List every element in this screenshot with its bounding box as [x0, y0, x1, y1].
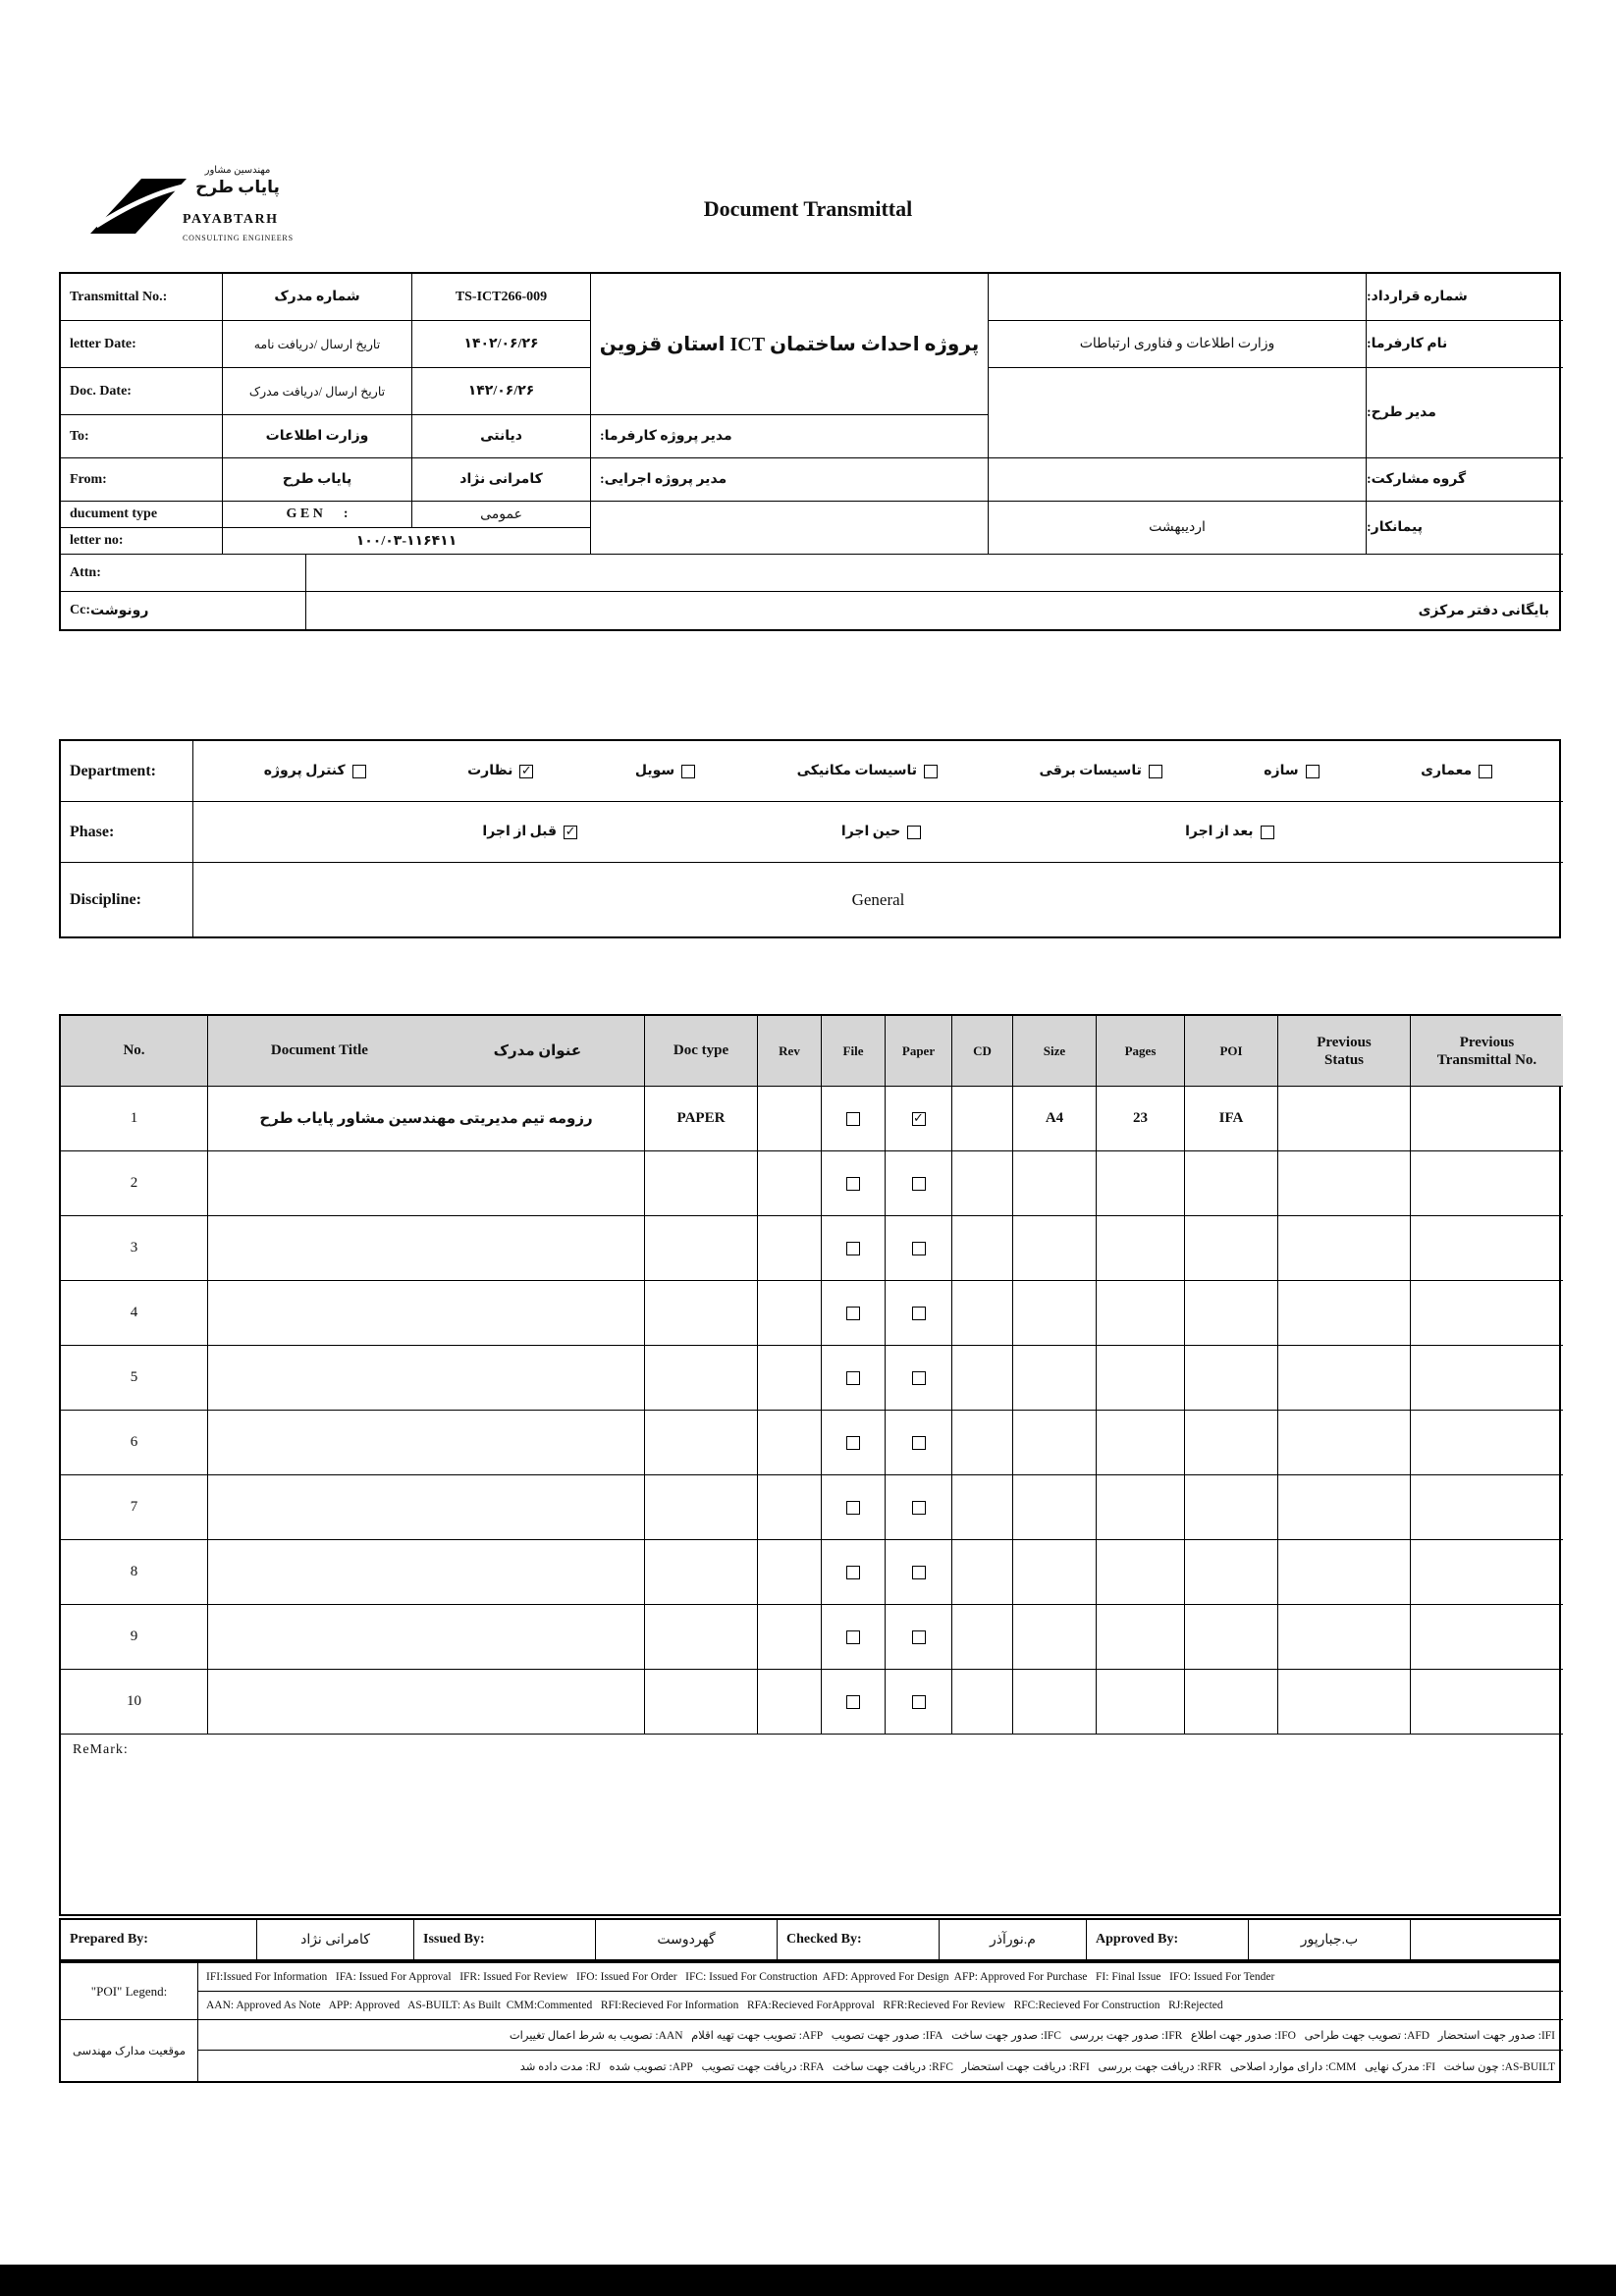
header-previous-transmittal-line1: Previous [1459, 1034, 1515, 1050]
cell-rev [758, 1411, 822, 1475]
cell-paper [886, 1216, 952, 1281]
client-pm-label: مدیر پروژه کارفرما: [591, 415, 989, 458]
classification-table [59, 739, 1561, 938]
cell-cd [952, 1281, 1013, 1346]
cell-document-title [208, 1216, 645, 1281]
table-row [61, 1281, 1559, 1346]
cc-label-en: Cc: [70, 603, 90, 617]
header-previous-status-line2: Status [1323, 1051, 1364, 1068]
cell-poi [1185, 1411, 1278, 1475]
cell-rev [758, 1151, 822, 1216]
cell-doc-type [645, 1216, 758, 1281]
attn-label: Attn: [61, 555, 306, 592]
doc-date-label-en: Doc. Date: [61, 368, 223, 415]
cell-file [822, 1411, 886, 1475]
letter-date-label-en: letter Date: [61, 321, 223, 368]
approved-by-value: ب.جبارپور [1249, 1920, 1411, 1959]
cell-doc-type [645, 1670, 758, 1735]
checkbox[interactable] [924, 765, 938, 778]
client-name-value: وزارت اطلاعات و فناوری ارتباطات [989, 321, 1367, 368]
cell-pages [1097, 1475, 1185, 1540]
prepared-by-label: Prepared By: [61, 1920, 257, 1959]
cell-document-title [208, 1605, 645, 1670]
table-row [61, 1475, 1559, 1540]
cell-poi [1185, 1346, 1278, 1411]
cell-rev [758, 1670, 822, 1735]
cell-no: 6 [61, 1411, 208, 1475]
document-type-value: G E N : [223, 502, 412, 528]
header-title [208, 1016, 645, 1087]
remark-label: ReMark: [73, 1742, 129, 1757]
partnership-label: گروه مشارکت: [1367, 458, 1563, 502]
paper-checkbox[interactable] [912, 1177, 926, 1191]
cell-size [1013, 1605, 1097, 1670]
cell-pages [1097, 1151, 1185, 1216]
cell-pages [1097, 1670, 1185, 1735]
department-items [193, 741, 1563, 802]
cell-file [822, 1281, 886, 1346]
document-type-label: ducument type [61, 502, 223, 528]
cell-file [822, 1605, 886, 1670]
documents-table-body [61, 1087, 1559, 1735]
department-option[interactable] [264, 763, 366, 779]
cell-size [1013, 1411, 1097, 1475]
phase-label: Phase: [61, 802, 193, 863]
checkbox[interactable] [1149, 765, 1162, 778]
cell-file [822, 1475, 886, 1540]
cell-previous-transmittal [1411, 1151, 1563, 1216]
header-pages: Pages [1097, 1016, 1185, 1087]
paper-checkbox[interactable] [912, 1630, 926, 1644]
cell-no: 2 [61, 1151, 208, 1216]
header-file: File [822, 1016, 886, 1087]
prepared-by-value: کامرانی نژاد [257, 1920, 414, 1959]
empty-cell [591, 502, 989, 555]
file-checkbox[interactable] [846, 1695, 860, 1709]
file-checkbox[interactable] [846, 1436, 860, 1450]
cell-previous-transmittal [1411, 1281, 1563, 1346]
department-option-label: معماری [1421, 764, 1473, 778]
cell-previous-transmittal [1411, 1670, 1563, 1735]
cell-poi [1185, 1670, 1278, 1735]
phase-items [193, 802, 1563, 863]
cell-rev [758, 1281, 822, 1346]
phase-option[interactable] [482, 824, 577, 840]
to-value: وزارت اطلاعات [223, 415, 412, 458]
cell-previous-transmittal [1411, 1475, 1563, 1540]
file-checkbox[interactable] [846, 1566, 860, 1579]
department-option[interactable] [635, 763, 695, 779]
plan-manager-label: مدیر طرح: [1367, 368, 1563, 458]
cell-doc-type [645, 1346, 758, 1411]
letter-date-value: ۱۴۰۲/۰۶/۲۶ [412, 321, 591, 368]
cell-size [1013, 1151, 1097, 1216]
logo-persian-large: پایاب طرح [195, 178, 280, 196]
cell-size [1013, 1475, 1097, 1540]
cell-poi [1185, 1281, 1278, 1346]
cell-previous-status [1278, 1087, 1411, 1151]
table-row [61, 1216, 1559, 1281]
cell-doc-type [645, 1411, 758, 1475]
header-previous-transmittal [1411, 1016, 1563, 1087]
checkbox[interactable] [564, 826, 577, 839]
checkbox[interactable] [1479, 765, 1492, 778]
checked-by-label: Checked By: [778, 1920, 940, 1959]
cell-size [1013, 1216, 1097, 1281]
poi-legend-fa-label: موقعیت مدارک مهندسی [61, 2020, 198, 2081]
paper-checkbox[interactable] [912, 1307, 926, 1320]
project-title: پروژه احداث ساختمان ICT استان قزوین [591, 274, 989, 415]
paper-checkbox[interactable] [912, 1436, 926, 1450]
signature-row [59, 1918, 1561, 1961]
cell-size [1013, 1281, 1097, 1346]
cell-size: A4 [1013, 1087, 1097, 1151]
cell-previous-transmittal [1411, 1411, 1563, 1475]
file-checkbox[interactable] [846, 1501, 860, 1515]
table-row [61, 1605, 1559, 1670]
cell-rev [758, 1087, 822, 1151]
department-option[interactable] [467, 763, 533, 779]
cell-pages [1097, 1216, 1185, 1281]
header-cd: CD [952, 1016, 1013, 1087]
paper-checkbox[interactable] [912, 1112, 926, 1126]
file-checkbox[interactable] [846, 1242, 860, 1255]
cell-poi: IFA [1185, 1087, 1278, 1151]
department-option[interactable] [1421, 763, 1492, 779]
phase-option[interactable] [1185, 824, 1274, 840]
cell-previous-transmittal [1411, 1540, 1563, 1605]
cell-file [822, 1670, 886, 1735]
cell-size [1013, 1670, 1097, 1735]
checkbox[interactable] [352, 765, 366, 778]
cell-poi [1185, 1540, 1278, 1605]
cell-document-title [208, 1151, 645, 1216]
doc-date-value: ۱۴۲/۰۶/۲۶ [412, 368, 591, 415]
cell-previous-status [1278, 1346, 1411, 1411]
checkbox[interactable] [519, 765, 533, 778]
checked-by-value: م.نورآذر [940, 1920, 1087, 1959]
cell-size [1013, 1346, 1097, 1411]
issued-by-label: Issued By: [414, 1920, 596, 1959]
cell-no: 9 [61, 1605, 208, 1670]
discipline-label: Discipline: [61, 863, 193, 936]
cell-file [822, 1087, 886, 1151]
paper-checkbox[interactable] [912, 1371, 926, 1385]
cell-poi [1185, 1151, 1278, 1216]
department-label: Department: [61, 741, 193, 802]
doc-date-label-fa: تاریخ ارسال /دریافت مدرک [223, 368, 412, 415]
cell-poi [1185, 1216, 1278, 1281]
table-row [61, 1540, 1559, 1605]
cell-paper [886, 1605, 952, 1670]
phase-option-label: قبل از اجرا [482, 825, 558, 839]
cell-paper [886, 1670, 952, 1735]
header-previous-status [1278, 1016, 1411, 1087]
contract-no-value [989, 274, 1367, 321]
checkbox[interactable] [1261, 826, 1274, 839]
letter-no-value: ۱۰۰/۰۳-۱۱۶۴۱۱ [223, 528, 591, 555]
cell-previous-status [1278, 1540, 1411, 1605]
header-size: Size [1013, 1016, 1097, 1087]
cell-no: 4 [61, 1281, 208, 1346]
cell-file [822, 1346, 886, 1411]
from-label: From: [61, 458, 223, 502]
header-table [59, 272, 1561, 631]
table-row [61, 1346, 1559, 1411]
cell-previous-transmittal [1411, 1346, 1563, 1411]
paper-checkbox[interactable] [912, 1566, 926, 1579]
paper-checkbox[interactable] [912, 1242, 926, 1255]
cell-paper [886, 1540, 952, 1605]
file-checkbox[interactable] [846, 1112, 860, 1126]
header-title-fa: عنوان مدرک [493, 1043, 582, 1059]
cell-file [822, 1540, 886, 1605]
cell-pages [1097, 1411, 1185, 1475]
client-pm-value: دیانتی [412, 415, 591, 458]
documents-table-header [61, 1016, 1559, 1087]
cell-previous-status [1278, 1605, 1411, 1670]
logo-latin-tagline: CONSULTING ENGINEERS [183, 234, 294, 242]
cell-cd [952, 1605, 1013, 1670]
cell-previous-status [1278, 1411, 1411, 1475]
cell-no: 10 [61, 1670, 208, 1735]
file-checkbox[interactable] [846, 1307, 860, 1320]
cc-label [61, 592, 306, 629]
poi-legend-fa-line2: AS-BUILT: چون ساخت FI: مدرک نهایی CMM: دارای موارد اصلاحی RFR: دریافت جهت بررسی RFI: دریافت جهت استحضار RFC: دریافت جهت ساخت RFA: دریافت جهت تصویب APP: تصویب شده RJ: مدت داده شد [519, 2060, 1555, 2073]
document-type-fa: عمومی [412, 502, 591, 528]
phase-option-label: حین اجرا [840, 825, 901, 839]
poi-legend-label: "POI" Legend: [61, 1963, 198, 2020]
cc-label-fa: رونوشت [90, 603, 149, 618]
cell-pages [1097, 1540, 1185, 1605]
logo-persian-small: مهندسین مشاور [204, 165, 271, 176]
cell-paper [886, 1087, 952, 1151]
cell-document-title [208, 1540, 645, 1605]
cell-no: 1 [61, 1087, 208, 1151]
cell-previous-status [1278, 1281, 1411, 1346]
scan-bottom-bar [0, 2265, 1616, 2296]
poi-legend-en-line1: IFI:Issued For Information IFA: Issued For Approval IFR: Issued For Review IFO: Issued For Order IFC: Issued For Construction AFD: Approved For Design AFP: Approved For Purchase FI: Final Issue IFO: Issued For Tender [198, 1963, 1563, 1992]
cell-doc-type [645, 1151, 758, 1216]
cell-rev [758, 1540, 822, 1605]
cell-previous-transmittal [1411, 1087, 1563, 1151]
cc-value: بایگانی دفتر مرکزی [1418, 603, 1549, 618]
cell-paper [886, 1346, 952, 1411]
checkbox[interactable] [681, 765, 695, 778]
table-row [61, 1411, 1559, 1475]
poi-legend-en-line2: AAN: Approved As Note APP: Approved AS-BUILT: As Built CMM:Commented RFI:Recieved For Information RFA:Recieved ForApproval RFR:Recieved For Review RFC:Recieved For Construction RJ:Rejected [198, 1992, 1563, 2020]
table-row [61, 1151, 1559, 1216]
header-rev: Rev [758, 1016, 822, 1087]
poi-legend [59, 1961, 1561, 2083]
phase-option[interactable] [841, 824, 921, 840]
cell-document-title [208, 1281, 645, 1346]
cell-no: 3 [61, 1216, 208, 1281]
exec-pm-value: کامرانی نژاد [412, 458, 591, 502]
table-row [61, 1670, 1559, 1735]
cell-cd [952, 1411, 1013, 1475]
department-option-label: سازه [1264, 764, 1299, 778]
header-paper: Paper [886, 1016, 952, 1087]
department-option-label: نظارت [467, 764, 513, 778]
cell-size [1013, 1540, 1097, 1605]
cell-doc-type [645, 1605, 758, 1670]
cell-rev [758, 1605, 822, 1670]
transmittal-no-label-en: Transmittal No.: [61, 274, 223, 321]
department-option-label: کنترل پروژه [263, 764, 346, 778]
table-row [61, 1087, 1559, 1151]
file-checkbox[interactable] [846, 1177, 860, 1191]
cell-paper [886, 1281, 952, 1346]
cell-doc-type [645, 1540, 758, 1605]
cell-rev [758, 1216, 822, 1281]
cell-cd [952, 1087, 1013, 1151]
cell-doc-type [645, 1281, 758, 1346]
cell-previous-transmittal [1411, 1605, 1563, 1670]
header-previous-status-line1: Previous [1317, 1034, 1372, 1050]
phase-option-label: بعد از اجرا [1185, 825, 1254, 839]
cell-poi [1185, 1475, 1278, 1540]
file-checkbox[interactable] [846, 1371, 860, 1385]
department-option[interactable] [1264, 763, 1319, 779]
cell-document-title: رزومه تیم مدیریتی مهندسین مشاور پایاب طرح [208, 1087, 645, 1151]
letter-date-label-fa: تاریخ ارسال /دریافت نامه [223, 321, 412, 368]
cell-paper [886, 1475, 952, 1540]
cell-document-title [208, 1346, 645, 1411]
approved-by-label: Approved By: [1087, 1920, 1249, 1959]
remark-area [61, 1735, 1559, 1914]
cell-cd [952, 1475, 1013, 1540]
cell-file [822, 1216, 886, 1281]
to-label: To: [61, 415, 223, 458]
cell-rev [758, 1475, 822, 1540]
cell-no: 7 [61, 1475, 208, 1540]
checkbox[interactable] [907, 826, 921, 839]
cell-document-title [208, 1670, 645, 1735]
cell-previous-status [1278, 1475, 1411, 1540]
contractor-label: پیمانکار: [1367, 502, 1563, 555]
header-poi: POI [1185, 1016, 1278, 1087]
cell-poi [1185, 1605, 1278, 1670]
cell-cd [952, 1540, 1013, 1605]
cell-pages [1097, 1605, 1185, 1670]
cell-cd [952, 1346, 1013, 1411]
transmittal-no-value: TS-ICT266-009 [412, 274, 591, 321]
documents-table [59, 1014, 1561, 1916]
cell-cd [952, 1670, 1013, 1735]
cell-no: 5 [61, 1346, 208, 1411]
cell-file [822, 1151, 886, 1216]
header-title-en: Document Title [270, 1042, 368, 1058]
header-previous-transmittal-line2: Transmittal No. [1436, 1051, 1537, 1068]
cell-doc-type [645, 1475, 758, 1540]
cell-previous-status [1278, 1216, 1411, 1281]
discipline-value: General [851, 889, 905, 909]
cell-doc-type: PAPER [645, 1087, 758, 1151]
transmittal-no-label-fa: شماره مدرک [223, 274, 412, 321]
exec-pm-label: مدیر پروژه اجرایی: [591, 458, 989, 502]
contract-no-label: شماره قرارداد: [1367, 274, 1563, 321]
cell-document-title [208, 1411, 645, 1475]
plan-manager-value [989, 368, 1367, 458]
cell-paper [886, 1411, 952, 1475]
cell-rev [758, 1346, 822, 1411]
contractor-value: اردیبهشت [989, 502, 1367, 555]
department-option-label: تاسیسات برقی [1039, 764, 1142, 778]
signature-empty-cell [1411, 1920, 1563, 1959]
issued-by-value: گهردوست [596, 1920, 778, 1959]
department-option-label: سویل [634, 764, 675, 778]
letter-no-label: letter no: [61, 528, 223, 555]
cell-cd [952, 1151, 1013, 1216]
cell-paper [886, 1151, 952, 1216]
cell-previous-status [1278, 1670, 1411, 1735]
cell-pages: 23 [1097, 1087, 1185, 1151]
cell-pages [1097, 1281, 1185, 1346]
cell-no: 8 [61, 1540, 208, 1605]
paper-checkbox[interactable] [912, 1695, 926, 1709]
from-value: پایاب طرح [223, 458, 412, 502]
department-option[interactable] [1039, 763, 1161, 779]
cell-document-title [208, 1475, 645, 1540]
cell-previous-transmittal [1411, 1216, 1563, 1281]
page-title: Document Transmittal [703, 196, 913, 221]
partnership-value [989, 458, 1367, 502]
department-option[interactable] [797, 763, 938, 779]
file-checkbox[interactable] [846, 1630, 860, 1644]
cell-pages [1097, 1346, 1185, 1411]
logo-latin-name: PAYABTARH [183, 212, 279, 227]
attn-value [306, 555, 1563, 592]
header-no: No. [61, 1016, 208, 1087]
header-doc-type: Doc type [645, 1016, 758, 1087]
checkbox[interactable] [1306, 765, 1320, 778]
paper-checkbox[interactable] [912, 1501, 926, 1515]
cell-previous-status [1278, 1151, 1411, 1216]
poi-legend-fa-line1: IFI: صدور جهت استحضار AFD: تصویب جهت طراحی IFO: صدور جهت اطلاع IFR: صدور جهت بررسی IFC: صدور جهت ساخت IFA: صدور جهت تصویب AFP: تصویب جهت تهیه اقلام AAN: تصویب به شرط اعمال تغییرات [198, 2020, 1563, 2051]
cell-cd [952, 1216, 1013, 1281]
client-name-label: نام کارفرما: [1367, 321, 1563, 368]
department-option-label: تاسیسات مکانیکی [796, 764, 918, 778]
